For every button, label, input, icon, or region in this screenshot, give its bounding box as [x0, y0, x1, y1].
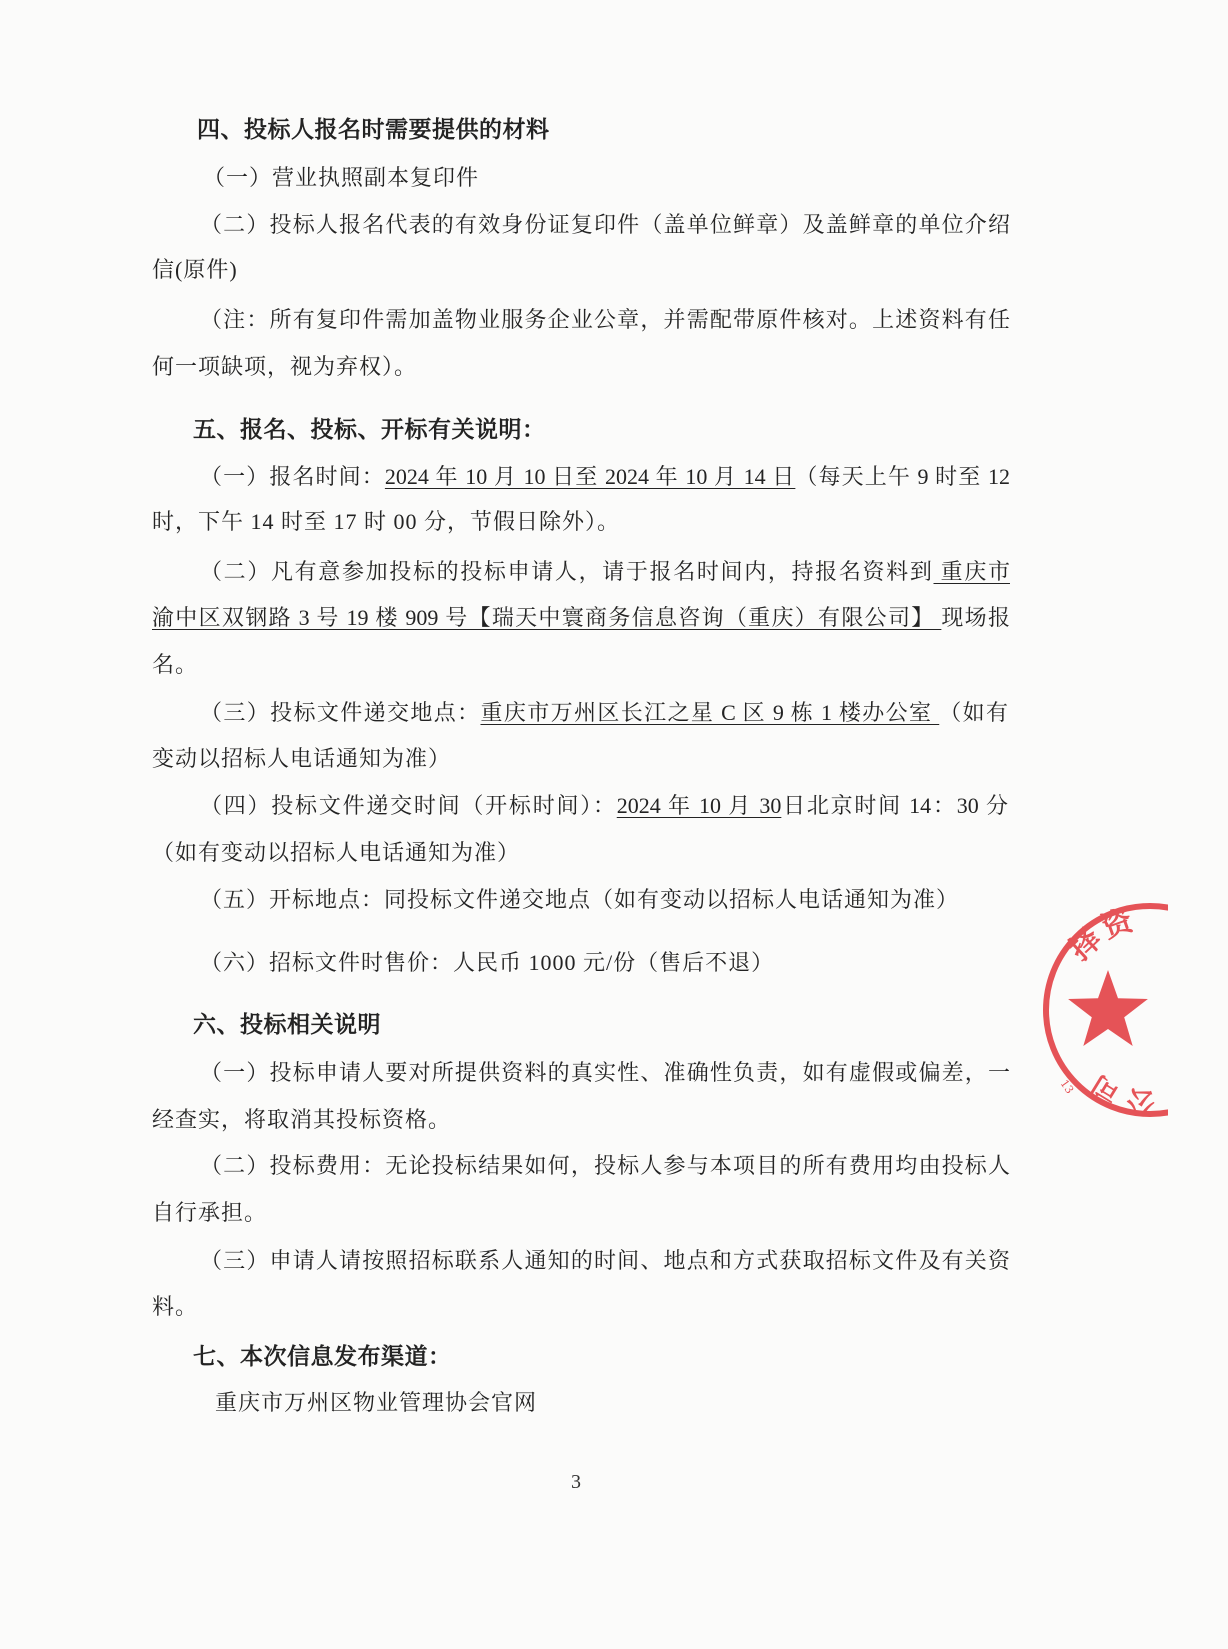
paragraph-line: 何一项缺项，视为弃权）。	[152, 354, 418, 379]
paragraph-line: （一）投标申请人要对所提供资料的真实性、准确性负责，如有虚假或偏差，一	[200, 1060, 1010, 1085]
paragraph-line	[200, 454, 1010, 500]
section-heading-7: 七、本次信息发布渠道：	[193, 1344, 452, 1369]
paragraph-line	[152, 595, 1010, 641]
paragraph-line: 经查实，将取消其投标资格。	[152, 1107, 452, 1132]
paragraph-line: 时，下午 14 时至 17 时 00 分，节假日除外）。	[152, 509, 621, 534]
paragraph-line: 信(原件)	[152, 257, 238, 282]
seal-text-top	[1063, 901, 1141, 967]
seal-text-bottom-path: 公司	[1079, 1065, 1157, 1120]
paragraph-line: 变动以招标人电话通知为准）	[152, 746, 452, 771]
section-heading-5: 五、报名、投标、开标有关说明：	[193, 417, 546, 442]
paragraph-line: 重庆市万州区物业管理协会官网	[215, 1390, 538, 1415]
seal-text-top-path: 择资	[1062, 901, 1142, 968]
text-run: （二）凡有意参加投标的投标申请人，请于报名时间内，持报名资料到	[200, 559, 934, 584]
underlined-registration-period: 2024 年 10 月 10 日至 2024 年 10 月 14 日	[384, 464, 796, 489]
underlined-submission-address: 重庆市万州区长江之星 C 区 9 栋 1 楼办公室	[480, 700, 940, 725]
paragraph-line: （三）申请人请按照招标联系人通知的时间、地点和方式获取招标文件及有关资	[200, 1248, 1010, 1273]
text-run: （一）报名时间：	[200, 464, 385, 489]
underlined-submission-date: 2024 年 10 月 30	[616, 793, 782, 818]
paragraph-line: （二）投标费用：无论投标结果如何，投标人参与本项目的所有费用均由投标人	[200, 1153, 1010, 1178]
page-number: 3	[571, 1471, 581, 1493]
paragraph-line: （注：所有复印件需加盖物业服务企业公章，并需配带原件核对。上述资料有任	[200, 307, 1010, 332]
section-heading-4: 四、投标人报名时需要提供的材料	[197, 117, 550, 142]
text-run: （三）投标文件递交地点：	[200, 700, 481, 725]
underlined-registration-address: 渝中区双钢路 3 号 19 楼 909 号【瑞天中寰商务信息咨询（重庆）有限公司】	[152, 605, 942, 630]
paragraph-line: （五）开标地点：同投标文件递交地点（如有变动以招标人电话通知为准）	[200, 887, 960, 912]
paragraph-line: 料。	[152, 1294, 199, 1319]
text-run: 日北京时间 14：30 分	[781, 793, 1008, 818]
paragraph-line: （如有变动以招标人电话通知为准）	[152, 840, 521, 865]
paragraph-line: （六）招标文件时售价：人民币 1000 元/份（售后不退）	[200, 950, 775, 975]
seal-code: 13	[1057, 1077, 1077, 1097]
section-heading-6: 六、投标相关说明	[193, 1012, 381, 1037]
paragraph-line	[200, 549, 1010, 595]
paragraph-line	[200, 783, 1008, 829]
text-run: （每天上午 9 时至 12	[795, 464, 1010, 489]
paragraph-line	[200, 690, 1008, 736]
paragraph-line: （二）投标人报名代表的有效身份证复印件（盖单位鲜章）及盖鲜章的单位介绍	[200, 212, 1010, 237]
text-run: （四）投标文件递交时间（开标时间）：	[200, 793, 617, 818]
star-icon	[1068, 970, 1148, 1046]
company-seal	[1030, 880, 1168, 1140]
paragraph-line: （一）营业执照副本复印件	[203, 165, 480, 190]
text-run: （如有	[939, 700, 1008, 725]
paragraph-line: 名。	[152, 652, 199, 677]
underlined-registration-address: 重庆市	[933, 559, 1010, 584]
paragraph-line: 自行承担。	[152, 1200, 268, 1225]
text-run: 现场报	[941, 605, 1010, 630]
